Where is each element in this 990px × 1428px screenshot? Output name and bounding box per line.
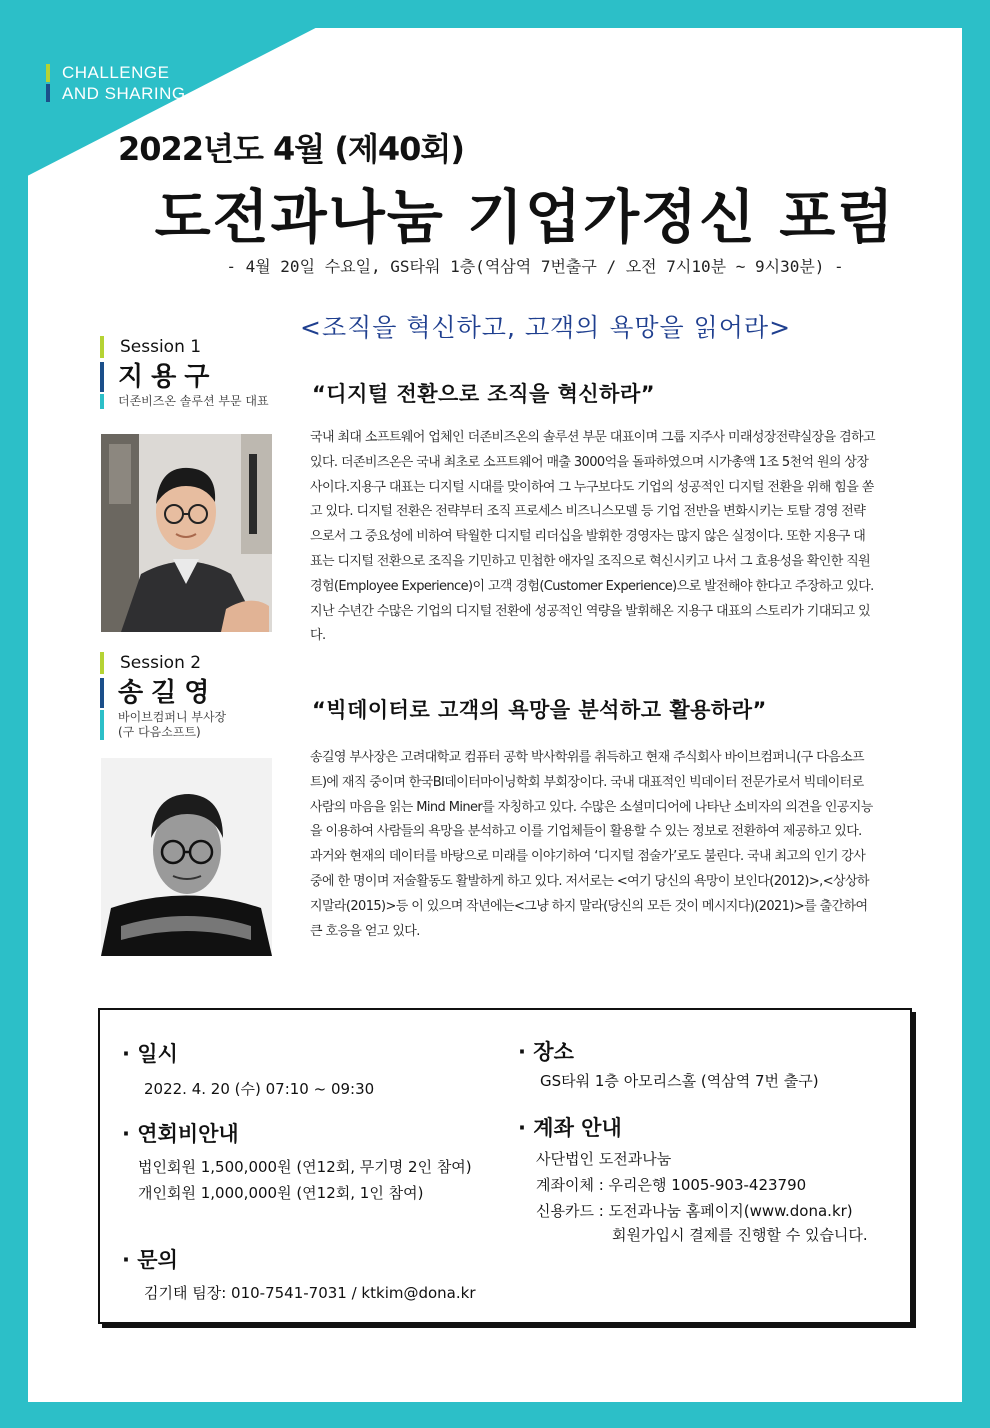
session-1-body: 국내 최대 소프트웨어 업체인 더존비즈온의 솔루션 부문 대표이며 그룹 지주사 미래성장전략실장을 겸하고 있다. 더존비즈온은 국내 최초로 소프트웨어 매출 3000억을 돌파하였으며 시가총액 1조 5천억 원의 상장사이다.지용구 대표는 디지털 시대를 맞이하여 그 누구보다도 기업의 성공적인 디지털 전환을 위해 힘을 쏟고 있다. 디지털 전환은 전략부터 조직 프로세스 비즈니스모델 등 기업 전반을 변화시키는 토탈 경영 전략으로서 그 중요성에 비하여 탁월한 디지털 리더십을 발휘한 경영자는 많지 않은 실정이다. 또한 지용구 대표는 디지털 전환으로 조직을 기민하고 민첩한 애자일 조직으로 혁신시키고 나서 그 효용성을 확인한 직원 경험(Employee Experience)이 고객 경험(Customer Experience)으로 발전해야 한다고 주장하고 있다. 지난 수년간 수많은 기업의 디지털 전환에 성공적인 역량을 발휘해온 지용구 대표의 스토리가 기대되고 있다.	[310, 430, 876, 644]
fee-line-1: 법인회원 1,500,000원 (연12회, 무기명 2인 참여)	[138, 1158, 472, 1176]
event-details: - 4월 20일 수요일, GS타워 1층(역삼역 7번출구 / 오전 7시10분 ~ 9시30분) -	[226, 257, 844, 276]
fee-heading: · 연회비안내	[122, 1122, 239, 1146]
brand-bar-green	[46, 64, 50, 82]
contact-heading: · 문의	[122, 1248, 178, 1272]
speaker-role: 바이브컴퍼니 부사장 (구 다음소프트)	[100, 710, 238, 740]
session-label: Session 1	[100, 336, 201, 358]
brand-text	[62, 62, 262, 104]
speaker-1-photo	[101, 434, 272, 632]
speaker-2-photo	[101, 758, 272, 956]
account-heading: · 계좌 안내	[518, 1116, 622, 1140]
brand-line-2: AND SHARING	[62, 84, 186, 103]
speaker-name: 송길영	[100, 678, 217, 708]
forum-title: 도전과나눔 기업가정신 포럼	[154, 183, 896, 251]
forum-theme: <조직을 혁신하고, 고객의 욕망을 읽어라>	[300, 313, 792, 342]
brand-line-1: CHALLENGE	[62, 63, 170, 82]
speaker-role: 더존비즈온 솔루션 부문 대표	[100, 394, 269, 409]
brand-bar-navy	[46, 84, 50, 102]
speaker-name: 지용구	[100, 362, 217, 392]
info-box	[98, 1008, 912, 1324]
session-1-title: “디지털 전환으로 조직을 혁신하라”	[312, 382, 656, 406]
fee-line-2: 개인회원 1,000,000원 (연12회, 1인 참여)	[138, 1184, 424, 1202]
venue-text: GS타워 1층 아모리스홀 (역삼역 7번 출구)	[540, 1072, 819, 1090]
session-2-title: “빅데이터로 고객의 욕망을 분석하고 활용하라”	[312, 698, 767, 722]
account-line-4: 회원가입시 결제를 진행할 수 있습니다.	[612, 1226, 868, 1244]
account-line-1: 사단법인 도전과나눔	[536, 1150, 672, 1168]
contact-text: 김기태 팀장: 010-7541-7031 / ktkim@dona.kr	[144, 1284, 476, 1302]
account-line-3: 신용카드 : 도전과나눔 홈페이지(www.dona.kr)	[536, 1202, 853, 1220]
date-heading: · 일시	[122, 1042, 178, 1066]
account-line-2: 계좌이체 : 우리은행 1005-903-423790	[536, 1176, 807, 1194]
edition-label: 2022년도 4월 (제40회)	[118, 130, 464, 168]
session-2-body: 송길영 부사장은 고려대학교 컴퓨터 공학 박사학위를 취득하고 현재 주식회사 바이브컴퍼니(구 다음소프트)에 재직 중이며 한국BI데이터마이닝학회 부회장이다. 국내 대표적인 빅데이터 전문가로서 빅데이터로 사람의 마음을 읽는 Mind Miner를 자칭하고 있다. 수많은 소셜미디어에 나타난 소비자의 의견을 인공지능을 이용하여 사람들의 욕망을 분석하고 이를 기업체들이 활용할 수 있는 정보로 전환하여 제공하고 있다. 과거와 현재의 데이터를 바탕으로 미래를 이야기하여 ‘디지털 점술가’로도 불린다. 국내 최고의 인기 강사 중에 한 명이며 저술활동도 활발하게 하고 있다. 저서로는 <여기 당신의 욕망이 보인다(2012)>,<상상하지말라(2015)>등 이 있으며 작년에는<그냥 하지 말라(당신의 모든 것이 메시지다)(2021)>를 출간하여 큰 호응을 얻고 있다.	[310, 750, 873, 939]
venue-heading: · 장소	[518, 1040, 574, 1064]
date-text: 2022. 4. 20 (수) 07:10 ~ 09:30	[144, 1080, 375, 1098]
session-label: Session 2	[100, 652, 201, 674]
